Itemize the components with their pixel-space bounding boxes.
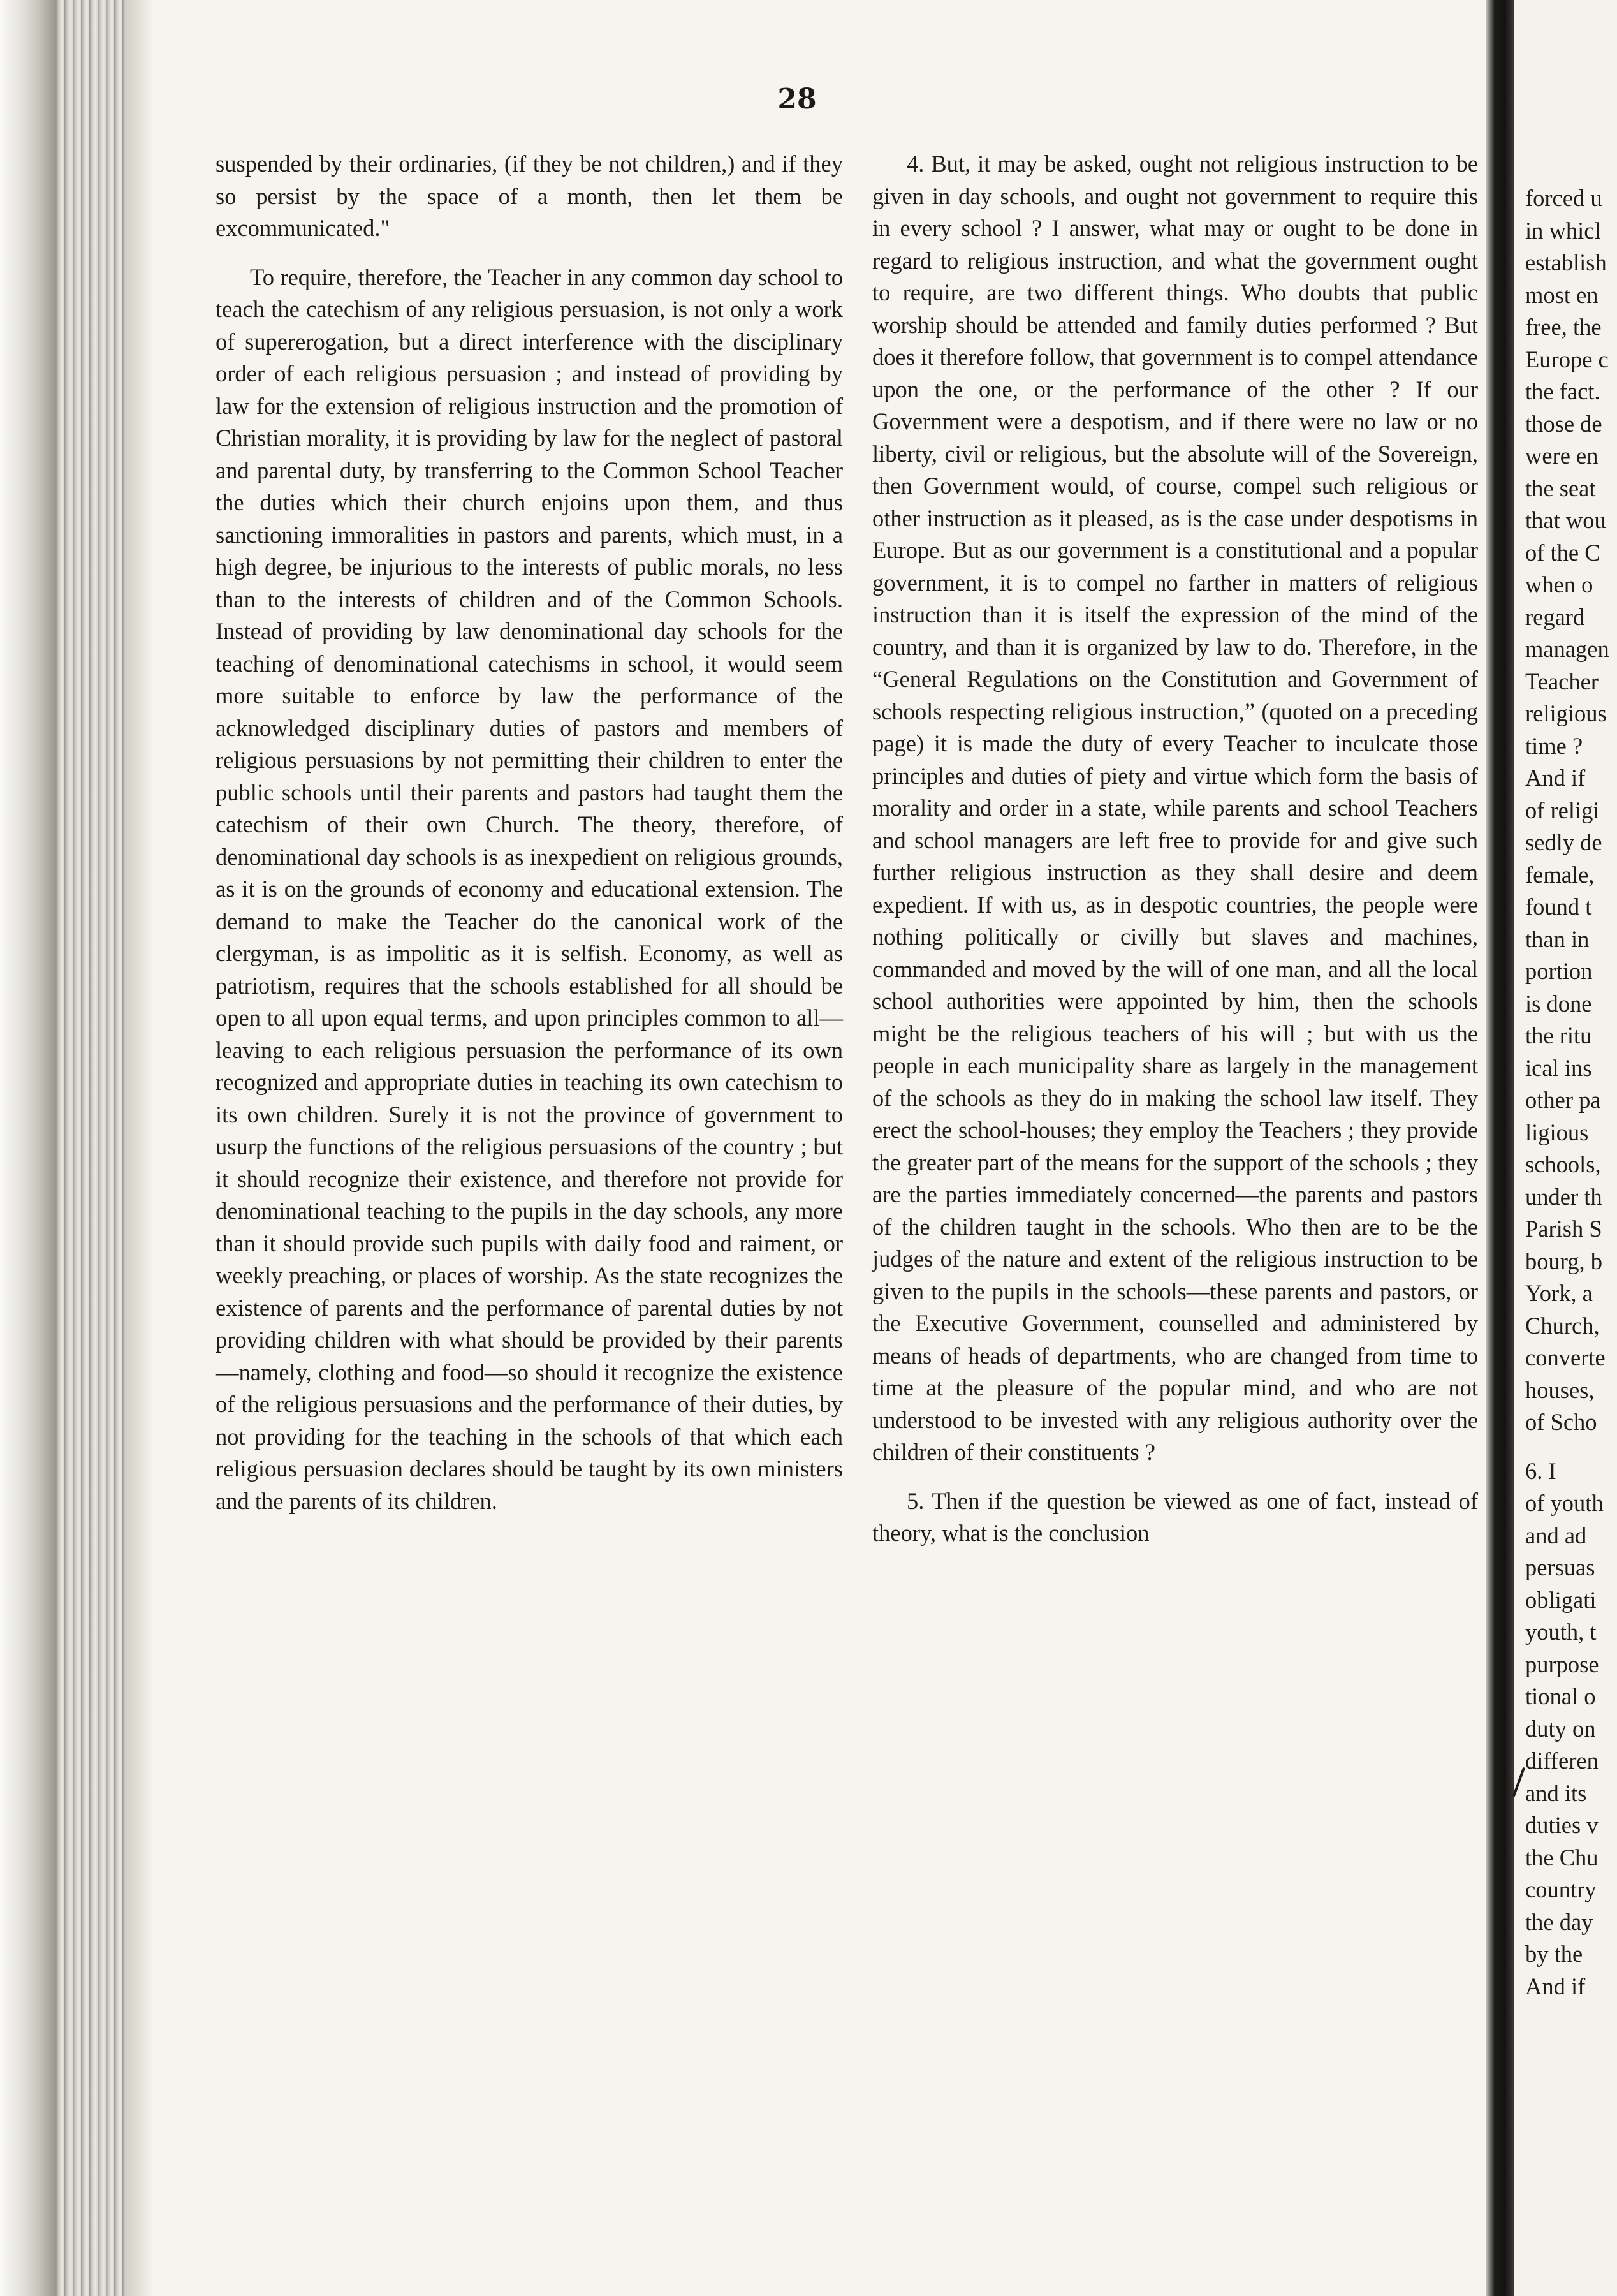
page-edge-shadow [126, 0, 152, 2296]
facing-page-line: differen [1525, 1748, 1599, 1774]
binding-edge-left [0, 0, 56, 2296]
facing-page-line: persuas [1525, 1554, 1595, 1580]
facing-page-line: found t [1525, 894, 1592, 920]
page-stack-edge [56, 0, 126, 2296]
left-text-column [216, 148, 843, 1534]
facing-page-line: under th [1525, 1183, 1602, 1210]
facing-page-line: free, the [1525, 314, 1602, 340]
facing-page-line: than in [1525, 925, 1590, 952]
facing-page-line: religious [1525, 700, 1607, 726]
facing-page-line: ical ins [1525, 1054, 1592, 1081]
facing-page-line: other pa [1525, 1087, 1601, 1113]
facing-page-line: of religi [1525, 797, 1600, 823]
facing-page-line: youth, t [1525, 1619, 1597, 1645]
facing-page-line: and ad [1525, 1522, 1587, 1549]
facing-page-line: ligious [1525, 1119, 1589, 1145]
facing-page-line: most en [1525, 281, 1599, 308]
facing-page-line: Parish S [1525, 1216, 1602, 1242]
facing-page-line: duties v [1525, 1812, 1599, 1838]
facing-page-line: obligati [1525, 1586, 1597, 1613]
facing-page-line: purpose [1525, 1651, 1599, 1677]
facing-page-line: female, [1525, 861, 1595, 888]
facing-page-line: Church, [1525, 1312, 1600, 1339]
facing-page-line: country [1525, 1876, 1597, 1902]
facing-page-line: is done [1525, 990, 1592, 1017]
facing-page-line: of the C [1525, 539, 1600, 566]
facing-page-line: duty on [1525, 1715, 1596, 1742]
facing-page-line: forced u [1525, 185, 1602, 211]
paragraph: To require, therefore, the Teacher in any common day school to teach the catechism of any religious persuasion, is not only a work of supererogation, but a direct interference with the disciplinary order of each religious persuasion ; and instead of providing by law for the extension of religious instruction and the promotion of Christian morality, it is providing by law for the neglect of pastoral and parental duty, by transferring to the Common School Teacher the duties which their church enjoins upon them, and thus sanctioning immoralities in pastors and parents, which must, in a high degree, be injurious to the interests of public morals, no less than to the interests of children and of the Common Schools. Instead of providing by law denominational day schools for the teaching of denominational catechisms in school, it would seem more suitable to enforce by law the performance of the acknowledged disciplinary duties of pastors and members of religious persuasions by not permitting their children to enter the public schools until their parents and pastors had taught them the catechism of their own Church. The theory, therefore, of denominational day schools is as inexpedient on religious grounds, as it is on the grounds of economy and educational extension. The demand to make the Teacher do the canonical work of the clergyman, is as impolitic as it is selfish. Economy, as well as patriotism, requires that the schools established for all should be open to all upon equal terms, and upon principles common to all—leaving to each religious persuasion the performance of its own recognized and appropriate duties in teaching its own catechism to its own children. Surely it is not the province of government to usurp the functions of the religious persuasions of the country ; but it should recognize their existence, and therefore not provide for denominational teaching to the pupils in the day schools, any more than it should provide such pupils with daily food and raiment, or weekly preaching, or places of worship. As the state recognizes the existence of parents and the performance of parental duties by not providing children with what should be provided by their parents—namely, clothing and food—so should it recognize the existence of the religious persuasions and the performance of their duties, by not providing for the teaching in the schools of that which each religious persuasion declares should be taught by its own ministers and the parents of its children. [216, 263, 843, 1514]
facing-page-line: those de [1525, 410, 1602, 437]
facing-page-line: And if [1525, 765, 1586, 791]
paragraph: 5. Then if the question be viewed as one of fact, instead of theory, what is the conclusion [872, 1487, 1478, 1546]
facing-page-line: the seat [1525, 475, 1596, 501]
facing-page-line: and its [1525, 1779, 1587, 1806]
page-number: 28 [777, 83, 817, 115]
facing-page-line: 6. I [1525, 1457, 1556, 1484]
facing-page-line: York, a [1525, 1280, 1593, 1306]
facing-page-line: by the [1525, 1941, 1583, 1967]
facing-page-line: converte [1525, 1344, 1606, 1371]
facing-page-line: of youth [1525, 1490, 1604, 1516]
book-gutter [1486, 0, 1514, 2296]
facing-page-line: tional o [1525, 1683, 1596, 1709]
facing-page-line: managen [1525, 636, 1609, 662]
facing-page-line: the Chu [1525, 1844, 1599, 1871]
facing-page-line: houses, [1525, 1376, 1595, 1403]
facing-page-line: schools, [1525, 1151, 1601, 1177]
facing-page-line: portion [1525, 958, 1593, 984]
facing-page-line: Teacher [1525, 668, 1599, 695]
facing-page-line: the fact. [1525, 378, 1600, 404]
facing-page-line: time ? [1525, 732, 1583, 759]
facing-page-line: regard [1525, 603, 1585, 630]
facing-page-line: when o [1525, 571, 1593, 598]
paragraph: suspended by their ordinaries, (if they be not children,) and if they so persist by the space of a month, then let them be excommunicated." [216, 151, 843, 241]
facing-page-line: Europe c [1525, 346, 1609, 372]
paragraph: 4. But, it may be asked, ought not religious instruction to be given in day schools, and ought not government to require this in every school ? I answer, what may or ought to be done in regard to religious instruction, and what the government ought to require, are two different things. Who doubts that public worship should be attended and family duties performed ? But does it therefore follow, that government is to compel attendance upon the one, or the performance of the other ? If our Government were a despotism, and if there were no law or no liberty, civil or religious, but the absolute will of the Sovereign, then Government would, of course, compel such religious or other instruction as it pleased, as is the case under despotisms in Europe. But as our government is a constitutional and a popular government, it is to compel no farther in matters of religious instruction than it is itself the expression of the mind of the country, and than it is organized by law to do. Therefore, in the “General Regulations on the Constitution and Government of schools respecting religious instruction,” (quoted on a preceding page) it is made the duty of every Teacher to inculcate those principles and duties of piety and virtue which form the basis of morality and order in a state, while parents and school Teachers and school managers are left free to provide for and give such further religious instruction as they shall desire and deem expedient. If with us, as in despotic countries, the people were nothing politically or civilly but slaves and machines, commanded and moved by the will of one man, and all the local school authorities were appointed by him, then the schools might be the religious teachers of his will ; but with us the people in each municipality share as largely in the management of the schools as they do in making the school law itself. They erect the school-houses; they employ the Teachers ; they provide the greater part of the means for the support of the schools ; they are the parties immediately concerned—the parents and pastors of the children taught in the schools. Who then are to be the judges of the nature and extent of the religious instruction to be given to the pupils in the schools—these parents and pastors, or the Executive Government, counselled and administered by means of heads of departments, who are changed from time to time at the pleasure of the popular mind, and who are not understood to be invested with any religious authority over the children of their constituents ? [872, 151, 1478, 1465]
facing-page-line: the day [1525, 1908, 1593, 1935]
facing-page-line: bourg, b [1525, 1247, 1602, 1274]
facing-page-line: in whicl [1525, 217, 1601, 244]
facing-page-line: were en [1525, 443, 1599, 469]
facing-page-line: sedly de [1525, 829, 1602, 855]
middle-text-column [872, 148, 1478, 1566]
facing-page-line: establish [1525, 249, 1607, 276]
facing-page-line: the ritu [1525, 1022, 1592, 1049]
facing-page-line: that wou [1525, 507, 1606, 533]
facing-page-line: And if [1525, 1973, 1586, 1999]
facing-page-text-fragments [1525, 182, 1617, 2003]
facing-page-line: of Scho [1525, 1409, 1597, 1435]
